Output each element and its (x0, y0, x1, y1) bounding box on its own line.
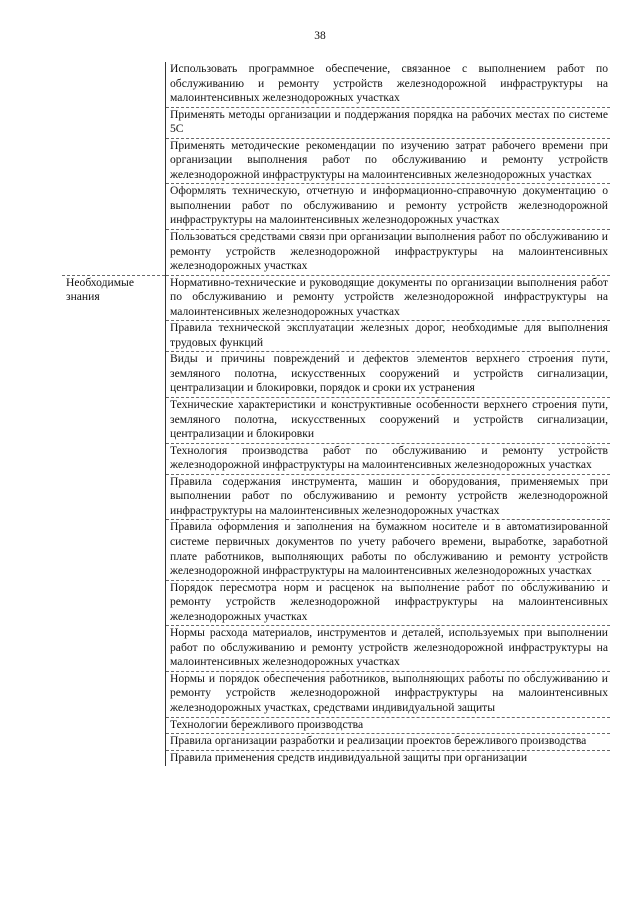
skill-item: Пользоваться средствами связи при организации выполнения работ по обслуживанию и ремонту устройств железнодорожной инфраструктуры на малоинтенсивных железнодорожных участках (166, 230, 611, 276)
empty-label-cell (62, 138, 166, 184)
knowledge-item: Правила оформления и заполнения на бумажном носителе и в автоматизированной системе первичных документов по учету рабочего времени, выработке, заработной плате работников, выполняющих работы по обслуживанию и ремонту устройств железнодорожной инфраструктуры на малоинтенсивных железнодорожных участках (166, 520, 611, 580)
skills-row (62, 138, 610, 184)
empty-label-cell (62, 107, 166, 138)
knowledge-item: Порядок пересмотра норм и расценок на выполнение работ по обслуживанию и ремонту устройств железнодорожной инфраструктуры на малоинтенсивных железнодорожных участках (166, 580, 611, 626)
empty-label-cell (62, 62, 166, 107)
knowledge-item: Правила организации разработки и реализации проектов бережливого производства (166, 734, 611, 751)
competency-table (62, 62, 610, 766)
knowledge-item: Технологии бережливого производства (166, 717, 611, 734)
knowledge-section-label: Необходимые знания (62, 275, 166, 766)
skill-item: Применять методы организации и поддержания порядка на рабочих местах по системе 5С (166, 107, 611, 138)
page-number: 38 (314, 30, 326, 42)
knowledge-item: Виды и причины повреждений и дефектов элементов верхнего строения пути, земляного полотна, искусственных сооружений и устройств сигнализации, централизации и блокировки, порядок и сроки их устранения (166, 352, 611, 398)
empty-label-cell (62, 230, 166, 276)
skills-row (62, 107, 610, 138)
knowledge-row (62, 275, 610, 321)
knowledge-item: Нормы и порядок обеспечения работников, выполняющих работы по обслуживанию и ремонту устройств железнодорожной инфраструктуры на малоинтенсивных железнодорожных участках, средствами индивидуальной защиты (166, 671, 611, 717)
knowledge-item: Технология производства работ по обслуживанию и ремонту устройств железнодорожной инфраструктуры на малоинтенсивных железнодорожных участках (166, 443, 611, 474)
skill-item: Использовать программное обеспечение, связанное с выполнением работ по обслуживанию и ремонту устройств железнодорожной инфраструктуры на малоинтенсивных железнодорожных участках (166, 62, 611, 107)
skills-row (62, 184, 610, 230)
skill-item: Применять методические рекомендации по изучению затрат рабочего времени при организации выполнения работ по обслуживанию и ремонту устройств железнодорожной инфраструктуры на малоинтенсивных железнодорожных участках (166, 138, 611, 184)
knowledge-item: Нормативно-технические и руководящие документы по организации выполнения работ по обслуживанию и ремонту устройств железнодорожной инфраструктуры на малоинтенсивных железнодорожных участках (166, 275, 611, 321)
skills-row (62, 230, 610, 276)
knowledge-item: Нормы расхода материалов, инструментов и деталей, используемых при выполнении работ по обслуживанию и ремонту устройств железнодорожной инфраструктуры на малоинтенсивных железнодорожных участках (166, 626, 611, 672)
skills-row (62, 62, 610, 107)
knowledge-item: Правила применения средств индивидуальной защиты при организации (170, 750, 528, 764)
empty-label-cell (62, 184, 166, 230)
skill-item: Оформлять техническую, отчетную и информационно-справочную документацию о выполнении работ по обслуживанию и ремонту устройств железнодорожной инфраструктуры на малоинтенсивных железнодорожных участках (166, 184, 611, 230)
knowledge-item: Правила содержания инструмента, машин и оборудования, применяемых при выполнении работ по обслуживанию и ремонту устройств железнодорожной инфраструктуры на малоинтенсивных железнодорожных участках (166, 474, 611, 520)
knowledge-item: Правила технической эксплуатации железных дорог, необходимые для выполнения трудовых функций (166, 321, 611, 352)
knowledge-item: Технические характеристики и конструктивные особенности верхнего строения пути, земляного полотна, искусственных сооружений и устройств сигнализации, централизации и блокировки (166, 398, 611, 444)
